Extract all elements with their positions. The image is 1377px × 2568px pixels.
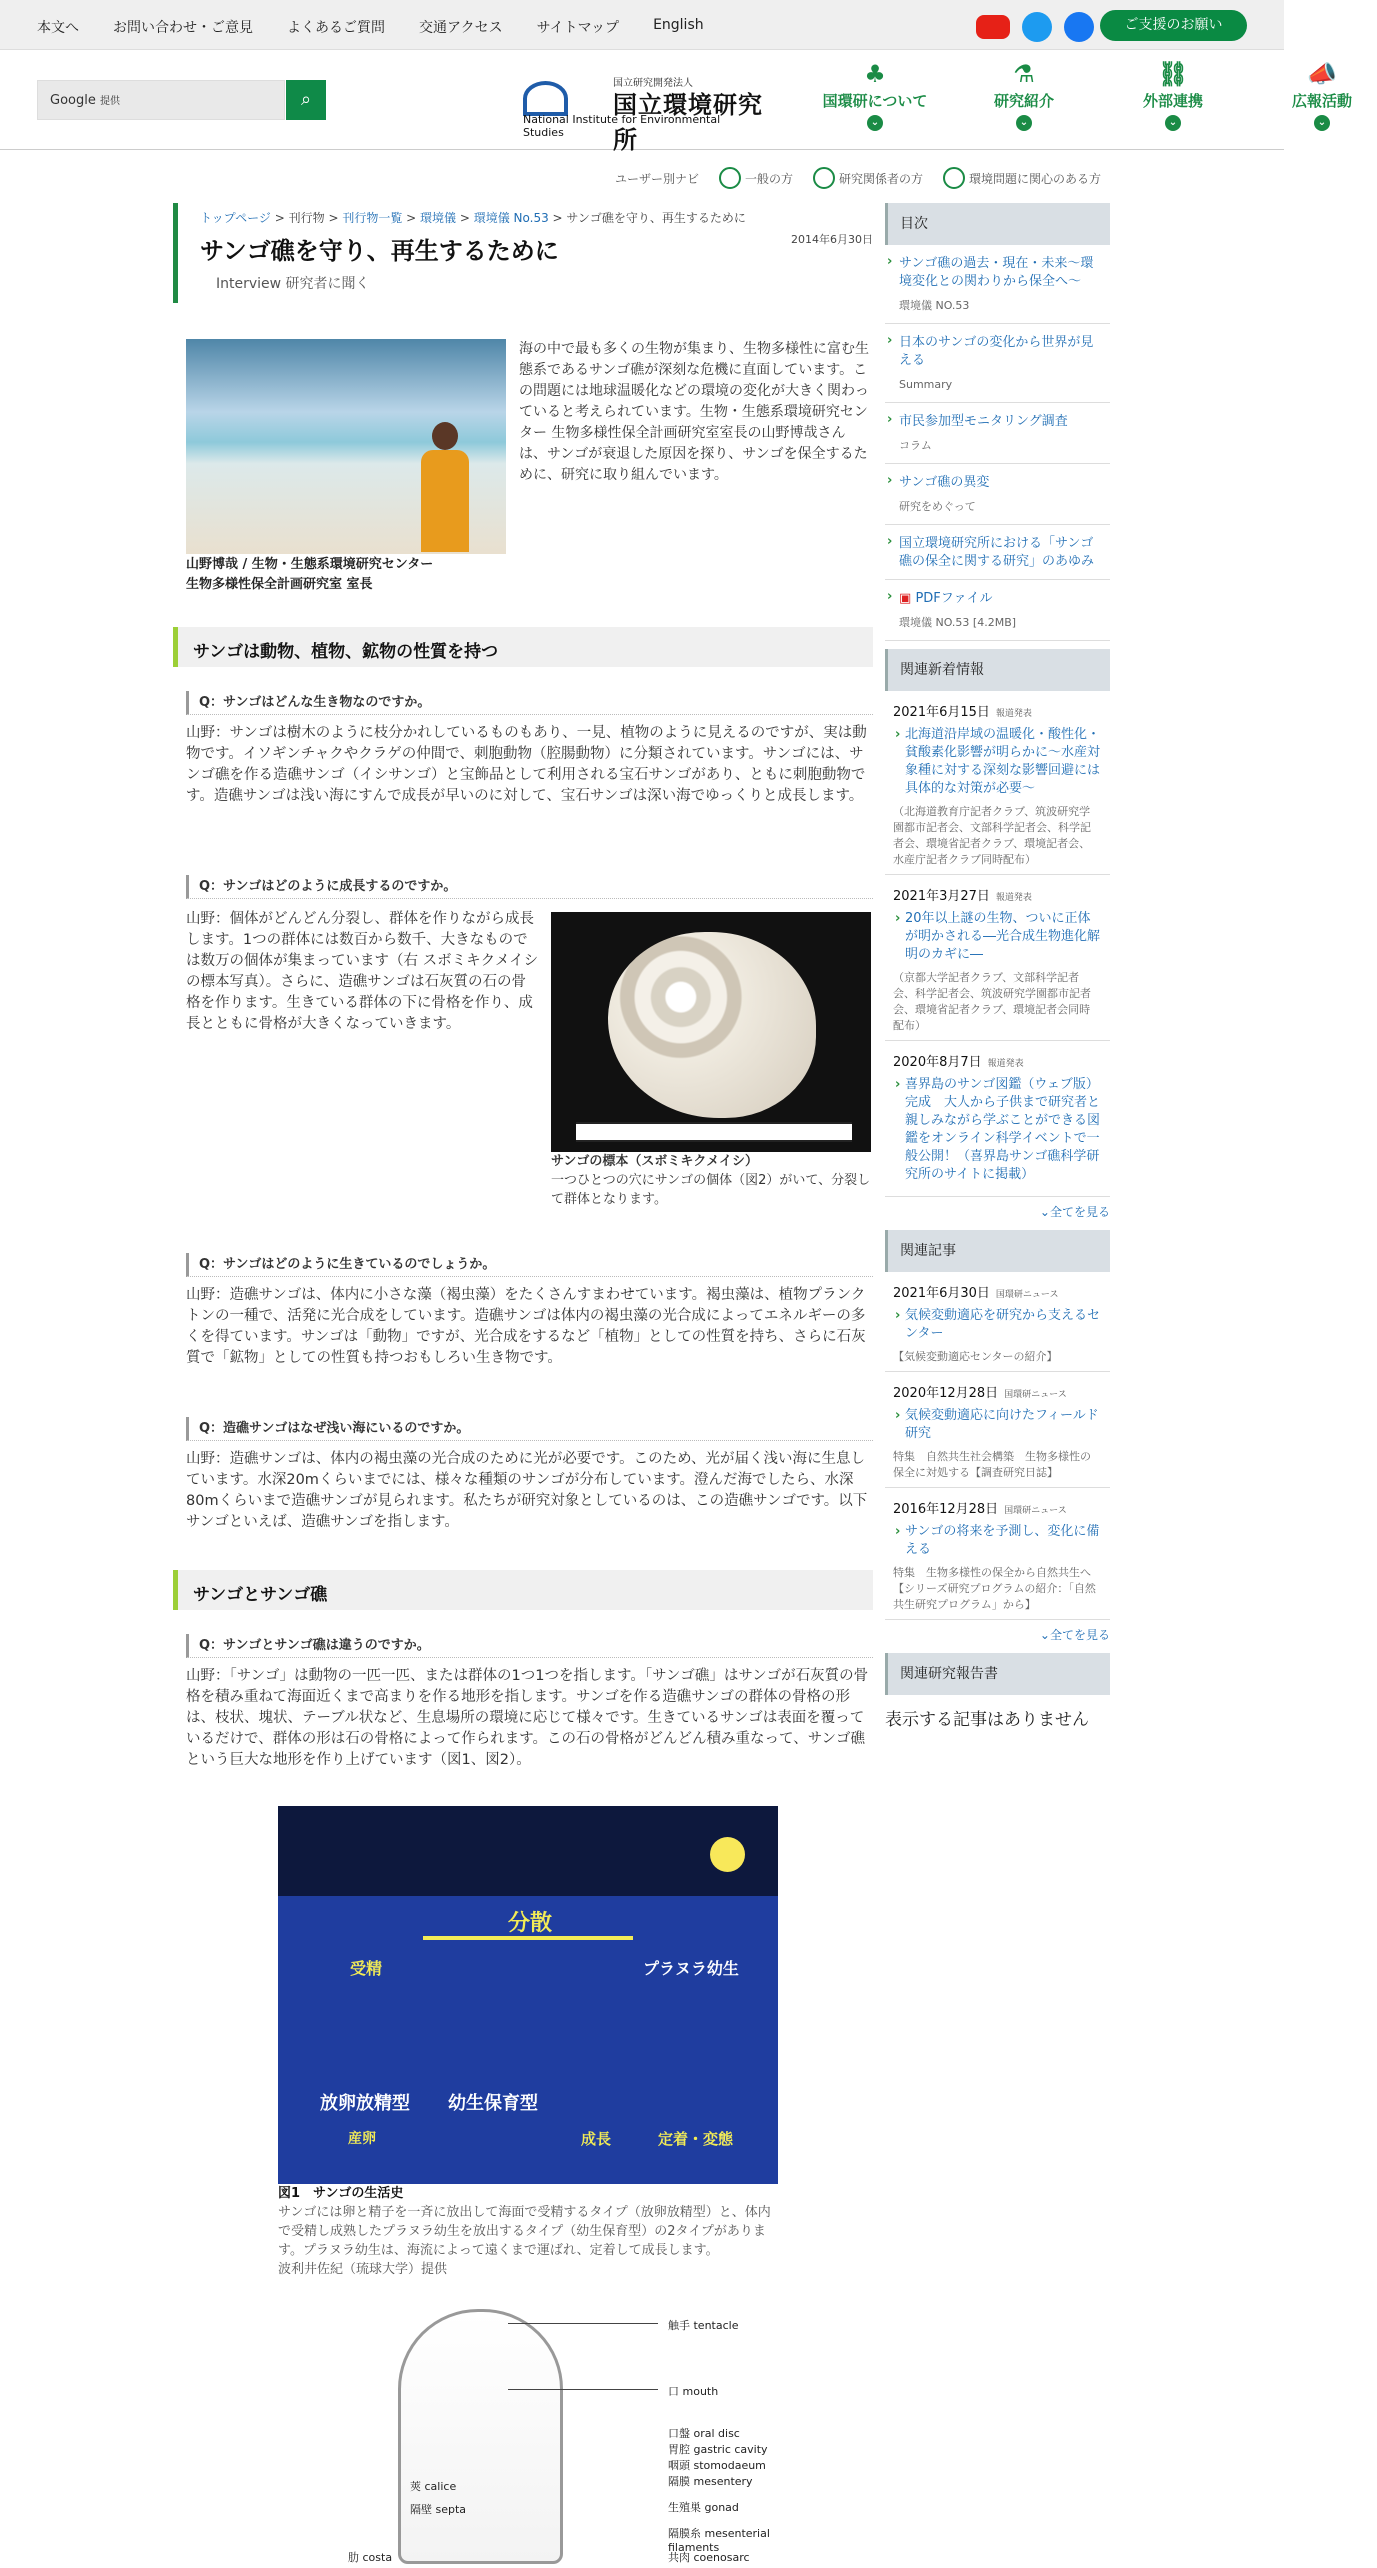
- news-tag: 報道発表: [995, 893, 1032, 903]
- top-navigation: [37, 17, 704, 37]
- news-tag: 報道発表: [987, 1059, 1024, 1069]
- answer-2: 山野：個体がどんどん分裂し、群体を作りながら成長します。1つの群体には数百から数千、大きなものでは数万の個体が集まっています（右 スボミキクメイシの標本写真）。さらに、造礁サンゴは石灰質の石の骨格を作ります。生きている群体の下に骨格を作り、成長とともに骨格が大きくなっていきます。: [186, 911, 539, 1032]
- news-tag: 報道発表: [995, 709, 1032, 719]
- nav-collaboration-label: 外部連携: [1142, 92, 1203, 110]
- article-note: 特集 自然共生社会構築 生物多様性の保全に対処する【調査研究日誌】: [893, 1450, 1091, 1479]
- chevron-down-icon: ⌄: [1039, 1205, 1050, 1219]
- faq-link[interactable]: よくあるご質問: [287, 20, 385, 36]
- articles-more-link[interactable]: [885, 1620, 1110, 1653]
- pdf-icon: ▣: [899, 591, 912, 606]
- social-links: [976, 12, 1094, 42]
- pdf-link[interactable]: PDFファイル: [915, 591, 993, 606]
- figure-1-caption: 図1 サンゴの生活史 サンゴには卵と精子を一斉に放出して海面で受精するタイプ（放卵放精型）と、体内で受精し成熟したプラヌラ幼生を放出するタイプ（幼生保育型）の2タイプがあります。プラヌラ幼生は、海流によって遠くまで運ばれ、定着して成長します。 波利井佐紀（琉球大学）提供: [278, 2186, 771, 2277]
- answer-3: 山野：造礁サンゴは、体内に小さな藻（褐虫藻）をたくさんすまわせています。褐虫藻は、植物プランクトンの一種で、活発に光合成をしています。造礁サンゴは体内の褐虫藻の光合成によってエネルギーの多くを得ています。サンゴは「動物」ですが、光合成をするなど「植物」としての性質を持ち、さらに石灰質で「鉱物」としての性質も持つおもしろい生き物です。: [186, 1287, 866, 1366]
- logo-english-name: National Institute for Environmental Studies: [523, 113, 721, 139]
- question-2: Q：サンゴはどのように成長するのですか。: [186, 875, 873, 899]
- fig2-label-gastric-cavity: 胃腔 gastric cavity: [668, 2443, 768, 2456]
- news-heading: 関連新着情報: [885, 649, 1110, 691]
- nav-collaboration[interactable]: [1118, 60, 1228, 131]
- user-navigation-label: ユーザー別ナビ: [615, 172, 700, 186]
- article-item: [885, 1488, 1110, 1620]
- user-interested-link[interactable]: 環境問題に関心のある方: [943, 170, 1101, 187]
- nav-public-relations-label: 広報活動: [1291, 92, 1352, 110]
- answer-5: 山野：「サンゴ」は動物の一匹一匹、または群体の1つ1つを指します。「サンゴ礁」はサンゴが石灰質の骨格を積み重ねて海面近くまで高まりを作る地形を指します。サンゴを作る造礁サンゴの群体の骨格の形は、枝状、塊状、テーブル状など、生息場所の環境に応じて様々です。生きているサンゴは表面を覆っているだけで、群体の形は石の骨格によって作られます。この石の骨格がどんどん積み重なって、サンゴ礁という巨大な地形を作り上げています（図1、図2）。: [186, 1668, 869, 1768]
- toc-item[interactable]: [885, 464, 1110, 525]
- intro-paragraph: 海の中で最も多くの生物が集まり、生物多様性に富む生態系であるサンゴ礁が深刻な危機に直面しています。この問題には地球温暖化などの環境の変化が大きく関わっていると考えられています。生物・生態系環境研究センター 生物多様性保全計画研究室室長の山野博哉さんは、サンゴが衰退した原因を探り、サンゴを保全するために、研究に取り組んでいます。: [519, 341, 869, 483]
- section-heading-coral-reef: サンゴとサンゴ礁: [173, 1570, 873, 1610]
- fig1-spawning-label: 産卵: [348, 2131, 376, 2147]
- fig1-fertilization-label: 受精: [350, 1959, 383, 1978]
- chevron-down-icon: ⌄: [1314, 115, 1330, 131]
- news-link[interactable]: › 北海道沿岸域の温暖化・酸性化・貧酸素化影響が明らかに～水産対象種に対する深刻な影響回避には具体的な対策が必要～: [905, 726, 1100, 798]
- page-title: サンゴ礁を守り、再生するために: [200, 237, 559, 265]
- related-articles-heading: 関連記事: [885, 1230, 1110, 1272]
- news-item: [885, 875, 1110, 1041]
- news-note: （北海道教育庁記者クラブ、筑波研究学園都市記者会、文部科学記者会、科学記者会、環境省記者クラブ、環境記者会、水産庁記者クラブ同時配布）: [893, 805, 1091, 866]
- pdf-meta: 環境儀 NO.53 [4.2MB]: [899, 616, 1017, 629]
- article-tag: 国環研ニュース: [995, 1290, 1059, 1300]
- contact-link[interactable]: お問い合わせ・ご意見: [113, 20, 253, 36]
- article-date: 2014年6月30日: [791, 233, 873, 246]
- fig2-label-mouth: 口 mouth: [668, 2385, 719, 2398]
- toc-item-meta: 研究をめぐって: [899, 500, 976, 513]
- access-link[interactable]: 交通アクセス: [419, 20, 503, 36]
- logo-org-type: 国立研究開発法人: [613, 78, 693, 89]
- breadcrumb-current: サンゴ礁を守り、再生するために: [566, 211, 746, 225]
- news-link[interactable]: › 20年以上謎の生物、ついに正体が明かされる―光合成生物進化解明のカギに―: [905, 910, 1100, 964]
- news-date: 2021年6月15日: [893, 705, 990, 720]
- article-tag: 国環研ニュース: [1004, 1390, 1067, 1400]
- chevron-down-icon: ⌄: [1165, 115, 1181, 131]
- article-date: 2016年12月28日: [893, 1502, 999, 1517]
- link-icon: ⛓: [1157, 60, 1189, 88]
- night-sky: [278, 1806, 778, 1896]
- coral-polyp-drawing: [398, 2309, 563, 2564]
- user-researcher-link[interactable]: 研究関係者の方: [813, 170, 923, 187]
- main-navigation: [820, 60, 1377, 131]
- skip-to-content-link[interactable]: 本文へ: [37, 20, 79, 36]
- site-logo[interactable]: [523, 73, 763, 154]
- news-note: （京都大学記者クラブ、文部科学記者会、科学記者会、筑波研究学園都市記者会、環境省記者クラブ、環境記者会同時配布）: [893, 971, 1091, 1032]
- fig2-label-gonad: 生殖巣 gonad: [668, 2501, 739, 2514]
- support-button[interactable]: ご支援のお願い: [1100, 10, 1247, 41]
- fig2-label-filaments: 隔膜糸 mesenterial filaments: [668, 2527, 770, 2554]
- moon-icon: [710, 1837, 745, 1872]
- utility-bar: [0, 0, 1284, 50]
- coral-specimen-photo: [551, 912, 871, 1152]
- article-note: 【気候変動適応センターの紹介】: [893, 1350, 1058, 1363]
- site-header: [0, 50, 1352, 154]
- toc-item[interactable]: [885, 525, 1110, 580]
- reports-heading: 関連研究報告書: [885, 1653, 1110, 1695]
- toc-item[interactable]: [885, 324, 1110, 403]
- breadcrumb: トップページ > 刊行物 > 刊行物一覧 > 環境儀 > 環境儀 No.53 > サンゴ礁を守り、再生するために: [200, 211, 746, 225]
- breadcrumb-top[interactable]: トップページ: [200, 211, 271, 225]
- coral-specimen: [608, 932, 816, 1118]
- microscope-icon: ⚗: [1013, 60, 1035, 88]
- coral-polyp-diagram: [278, 2303, 778, 2568]
- researcher-caption: 山野博哉 / 生物・生態系環境研究センター 生物多様性保全計画研究室 室長: [186, 557, 434, 592]
- article-tag: 国環研ニュース: [1004, 1506, 1067, 1516]
- nav-about[interactable]: [820, 60, 930, 131]
- toc-heading: 目次: [885, 203, 1110, 245]
- article-item: [885, 1372, 1110, 1488]
- toc-item-meta: Summary: [899, 378, 953, 391]
- toc-item-title[interactable]: › サンゴ礁の異変: [899, 475, 990, 490]
- youtube-icon[interactable]: [976, 15, 1010, 39]
- twitter-icon[interactable]: [1022, 12, 1052, 42]
- article-link[interactable]: › 気候変動適応に向けたフィールド研究: [905, 1407, 1100, 1443]
- coral-caption: サンゴの標本（スボミキクメイシ） 一つひとつの穴にサンゴの個体（図2）がいて、分裂して群体となります。: [551, 1154, 871, 1207]
- news-date: 2020年8月7日: [893, 1055, 982, 1070]
- fig2-label-mesentery: 隔膜 mesentery: [668, 2475, 753, 2488]
- breadcrumb-publications: 刊行物: [288, 211, 325, 225]
- toc-item-title[interactable]: › 日本のサンゴの変化から世界が見える: [899, 335, 1094, 368]
- researcher-figure: [418, 422, 472, 552]
- label-line: [508, 2323, 658, 2324]
- question-1: Q：サンゴはどんな生き物なのですか。: [186, 691, 873, 715]
- megaphone-icon: 📣: [1307, 60, 1337, 88]
- toc-item-title[interactable]: › 国立環境研究所における「サンゴ礁の保全に関する研究」のあゆみ: [899, 536, 1095, 569]
- toc-item-title[interactable]: › サンゴ礁の過去・現在・未来～環境変化との関わりから保全へ～: [899, 256, 1094, 289]
- chevron-down-icon: ⌄: [867, 115, 883, 131]
- logo-mark: [523, 81, 568, 116]
- label-line: [508, 2389, 658, 2390]
- answer-1: 山野：サンゴは樹木のように枝分かれしているものもあり、一見、植物のように見えるのですが、実は動物です。イソギンチャクやクラゲの仲間で、刺胞動物（腔腸動物）に分類されています。サンゴには、サンゴ礁を作る造礁サンゴ（イシサンゴ）と宝飾品として利用される宝石サンゴがあり、ともに刺胞動物です。造礁サンゴは浅い海にすんで成長が早いのに対して、宝石サンゴは深い海でゆっくりと成長します。: [186, 725, 867, 804]
- researcher-photo: [186, 339, 506, 554]
- chevron-down-icon: ⌄: [1016, 115, 1032, 131]
- breadcrumb-list[interactable]: 刊行物一覧: [342, 211, 403, 225]
- fig2-label-calice: 莢 calice: [410, 2480, 457, 2493]
- fig1-brooding-label: 幼生保育型: [448, 2093, 538, 2114]
- breadcrumb-kankyogi[interactable]: 環境儀: [420, 211, 457, 225]
- article-note: 特集 生物多様性の保全から自然共生へ【シリーズ研究プログラムの紹介：「自然共生研究プログラム」から】: [893, 1566, 1096, 1611]
- fig2-label-stomodaeum: 咽頭 stomodaeum: [668, 2459, 766, 2472]
- nav-research-label: 研究紹介: [993, 92, 1054, 110]
- pdf-item[interactable]: [885, 580, 1110, 641]
- article-link[interactable]: › サンゴの将来を予測し、変化に備える: [905, 1523, 1100, 1559]
- nav-public-relations[interactable]: [1267, 60, 1377, 131]
- question-5: Q：サンゴとサンゴ礁は違うのですか。: [186, 1634, 873, 1658]
- question-3: Q：サンゴはどのように生きているのでしょうか。: [186, 1253, 873, 1277]
- fig2-label-septa: 隔壁 septa: [410, 2503, 467, 2516]
- coral-life-history-figure: [278, 1806, 778, 2184]
- search-button[interactable]: [286, 80, 326, 120]
- article-date: 2020年12月28日: [893, 1386, 999, 1401]
- user-general-link[interactable]: 一般の方: [719, 170, 793, 187]
- sitemap-link[interactable]: サイトマップ: [536, 20, 620, 36]
- article-header: [173, 203, 873, 303]
- fig1-settlement-label: 定着・変態: [658, 2130, 734, 2148]
- fig1-dispersal-label: 分散: [508, 1911, 553, 1936]
- search-input[interactable]: [37, 80, 285, 120]
- breadcrumb-issue[interactable]: 環境儀 No.53: [473, 211, 549, 225]
- news-item: [885, 691, 1110, 875]
- news-more-link[interactable]: [885, 1197, 1110, 1230]
- google-search-label: Google 提供: [50, 93, 120, 108]
- more-label: 全てを見る: [1049, 1628, 1110, 1642]
- toc-item-meta: コラム: [899, 439, 932, 452]
- fig1-planula-label: プラヌラ幼生: [643, 1959, 739, 1978]
- article-link[interactable]: › 気候変動適応を研究から支えるセンター: [905, 1307, 1100, 1343]
- news-date: 2021年3月27日: [893, 889, 990, 904]
- article-item: [885, 1272, 1110, 1372]
- fig2-label-oral-disc: 口盤 oral disc: [668, 2427, 740, 2440]
- no-reports-message: 表示する記事はありません: [885, 1710, 1089, 1730]
- fig1-broadcast-label: 放卵放精型: [320, 2093, 410, 2114]
- section-heading-properties: サンゴは動物、植物、鉱物の性質を持つ: [173, 627, 873, 667]
- fig2-label-coenosarc: 共肉 coenosarc: [668, 2551, 750, 2564]
- fig1-growth-label: 成長: [581, 2130, 612, 2148]
- logo-title: 国立環境研究所: [613, 91, 763, 154]
- sidebar: [885, 203, 1110, 1730]
- english-link[interactable]: English: [653, 17, 704, 33]
- more-label: 全てを見る: [1049, 1205, 1110, 1219]
- fig2-label-tentacle: 触手 tentacle: [668, 2319, 739, 2332]
- news-link[interactable]: › 喜界島のサンゴ図鑑（ウェブ版）完成 大人から子供まで研究者と親しみながら学ぶことができる図鑑をオンライン科学イベントで一般公開！（喜界島サンゴ礁科学研究所のサイトに掲載）: [905, 1076, 1100, 1184]
- ruler-graphic: [576, 1122, 852, 1142]
- toc-item-title[interactable]: › 市民参加型モニタリング調査: [899, 414, 1068, 429]
- facebook-icon[interactable]: [1064, 12, 1094, 42]
- nav-about-label: 国環研について: [822, 92, 928, 110]
- nav-research[interactable]: [969, 60, 1079, 131]
- article-subtitle: Interview 研究者に聞く: [216, 276, 370, 292]
- sprout-icon: ♣: [864, 60, 886, 88]
- toc-item-meta: 環境儀 NO.53: [899, 299, 970, 312]
- user-navigation: [615, 170, 1101, 187]
- question-4: Q：造礁サンゴはなぜ浅い海にいるのですか。: [186, 1417, 873, 1441]
- toc-item[interactable]: [885, 403, 1110, 464]
- article-date: 2021年6月30日: [893, 1286, 990, 1301]
- chevron-down-icon: ⌄: [1039, 1628, 1050, 1642]
- toc-item[interactable]: [885, 245, 1110, 324]
- answer-4: 山野：造礁サンゴは、体内の褐虫藻の光合成のために光が必要です。このため、光が届く浅い海に生息しています。水深20mくらいまでには、様々な種類のサンゴが分布しています。澄んだ海でしたら、水深80mくらいまで造礁サンゴが見られます。私たちが研究対象としているのは、この造礁サンゴです。以下サンゴといえば、造礁サンゴを指します。: [186, 1451, 868, 1530]
- search-icon: ⌕: [300, 89, 312, 110]
- fig2-label-costa: 肋 costa: [348, 2551, 393, 2564]
- news-item: [885, 1041, 1110, 1197]
